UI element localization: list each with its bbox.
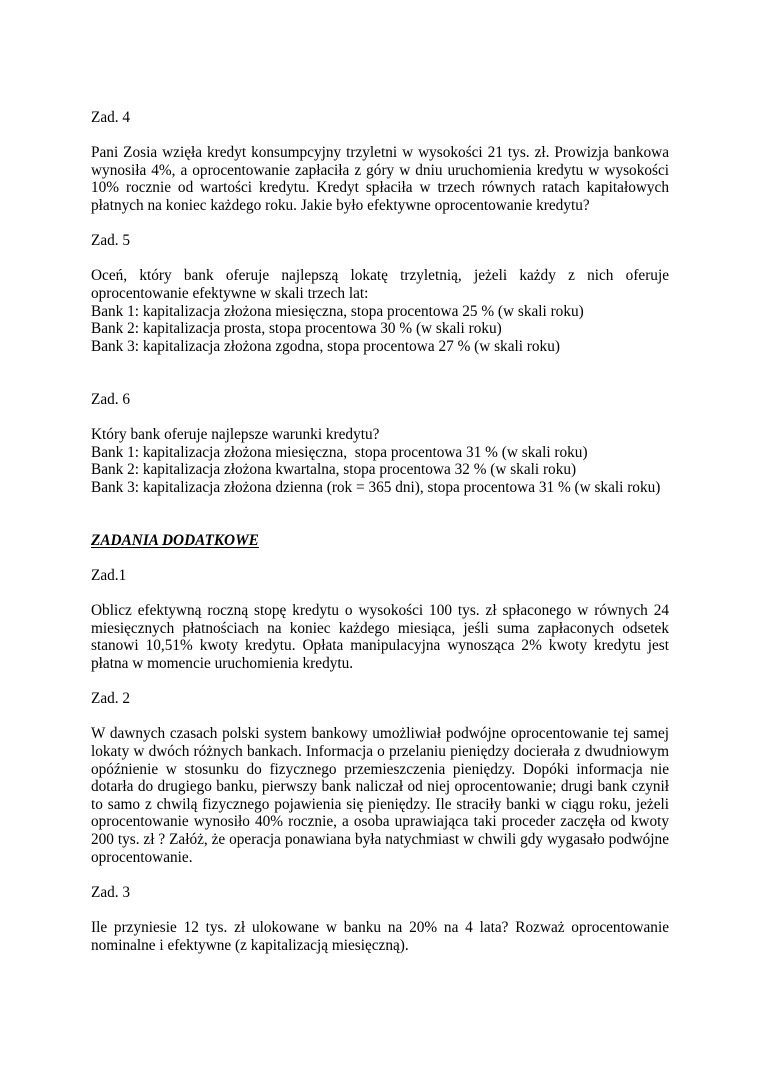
text-line: 200 tys. zł ? Załóż, że operacja ponawiana była natychmiast w chwili gdy wygasało podwójne bbox=[91, 831, 669, 849]
text-line: Oceń, który bank oferuje najlepszą lokatę trzyletnią, jeżeli każdy z nich oferuje bbox=[91, 267, 669, 285]
task-heading: Zad. 5 bbox=[91, 232, 131, 250]
task-heading: Zad. 4 bbox=[91, 109, 131, 126]
task-zad-4 bbox=[91, 109, 669, 215]
text-line: wynosiła 4%, a oprocentowanie zapłaciła z góry w dniu uruchomienia kredytu w wysokości bbox=[91, 161, 669, 179]
task-heading: Zad. 2 bbox=[91, 690, 131, 708]
text-line: Pani Zosia wzięła kredyt konsumpcyjny trzyletni w wysokości 21 tys. zł. Prowizja bankowa bbox=[91, 144, 669, 162]
text-line: płatna w momencie uruchomienia kredytu. bbox=[91, 654, 354, 672]
bank-option-line: Bank 3: kapitalizacja złożona zgodna, stopa procentowa 27 % (w skali roku) bbox=[91, 337, 560, 355]
task-text bbox=[91, 919, 669, 954]
document-content bbox=[91, 109, 669, 954]
text-line: Ile przyniesie 12 tys. zł ulokowane w banku na 20% na 4 lata? Rozważ oprocentowanie bbox=[91, 919, 669, 937]
additional-tasks-section bbox=[91, 532, 669, 955]
bank-option-line: Bank 3: kapitalizacja złożona dzienna (rok = 365 dni), stopa procentowa 31 % (w skali roku) bbox=[91, 478, 661, 496]
text-line: dotarła do drugiego banku, pierwszy bank naliczał od niej oprocentowanie; drugi bank czynił bbox=[91, 778, 669, 796]
text-line: płatnych na koniec każdego roku. Jakie było efektywne oprocentowanie kredytu? bbox=[91, 197, 590, 215]
text-line: opóźnienie w stosunku do fizycznego przemieszczenia pieniędzy. Dopóki informacja nie bbox=[91, 760, 669, 778]
section-title: ZADANIA DODATKOWE bbox=[91, 531, 259, 549]
text-line: oprocentowanie. bbox=[91, 848, 193, 866]
text-line: 10% rocznie od wartości kredytu. Kredyt spłaciła w trzech równych ratach kapitałowych bbox=[91, 179, 669, 197]
bank-option-line: Bank 1: kapitalizacja złożona miesięczna, stopa procentowa 31 % (w skali roku) bbox=[91, 443, 588, 461]
task-additional-zad-3 bbox=[91, 884, 669, 954]
task-additional-zad-1 bbox=[91, 567, 669, 673]
text-line: miesięcznych płatnościach na koniec każdego miesiąca, jeśli suma zapłaconych odsetek bbox=[91, 619, 669, 637]
task-text bbox=[91, 602, 669, 672]
text-line: stanowi 10,51% kwoty kredytu. Opłata manipulacyjna wynosząca 2% kwoty kredytu jest bbox=[91, 637, 669, 655]
task-text bbox=[91, 144, 669, 214]
text-line: oprocentowanie efektywne w skali trzech lat: bbox=[91, 285, 369, 303]
task-zad-5 bbox=[91, 232, 669, 355]
text-line: oprocentowanie wynosiło 40% rocznie, a osoba uprawiająca taki proceder zaczęła od kwoty bbox=[91, 813, 669, 831]
task-text bbox=[91, 426, 669, 496]
text-line: nominalne i efektywne (z kapitalizacją miesięczną). bbox=[91, 936, 409, 954]
bank-option-line: Bank 2: kapitalizacja złożona kwartalna, stopa procentowa 32 % (w skali roku) bbox=[91, 461, 577, 479]
text-line: lokaty w dwóch różnych bankach. Informacja o przelaniu pieniędzy docierała z dwudniowym bbox=[91, 742, 669, 760]
text-line: to samo z chwilą fizycznego pojawienia się pieniędzy. Ile straciły banki w ciągu roku, jeżeli bbox=[91, 795, 669, 813]
task-text bbox=[91, 267, 669, 355]
task-heading: Zad. 3 bbox=[91, 883, 131, 901]
task-text bbox=[91, 725, 669, 866]
bank-option-line: Bank 1: kapitalizacja złożona miesięczna, stopa procentowa 25 % (w skali roku) bbox=[91, 302, 584, 320]
task-heading: Zad. 6 bbox=[91, 390, 131, 408]
text-line: W dawnych czasach polski system bankowy umożliwiał podwójne oprocentowanie tej samej bbox=[91, 725, 669, 743]
task-heading: Zad.1 bbox=[91, 566, 127, 584]
text-line: Który bank oferuje najlepsze warunki kredytu? bbox=[91, 425, 380, 443]
bank-option-line: Bank 2: kapitalizacja prosta, stopa procentowa 30 % (w skali roku) bbox=[91, 320, 502, 338]
text-line: Oblicz efektywną roczną stopę kredytu o wysokości 100 tys. zł spłaconego w równych 24 bbox=[91, 602, 669, 620]
task-zad-6 bbox=[91, 391, 669, 497]
task-additional-zad-2 bbox=[91, 690, 669, 866]
